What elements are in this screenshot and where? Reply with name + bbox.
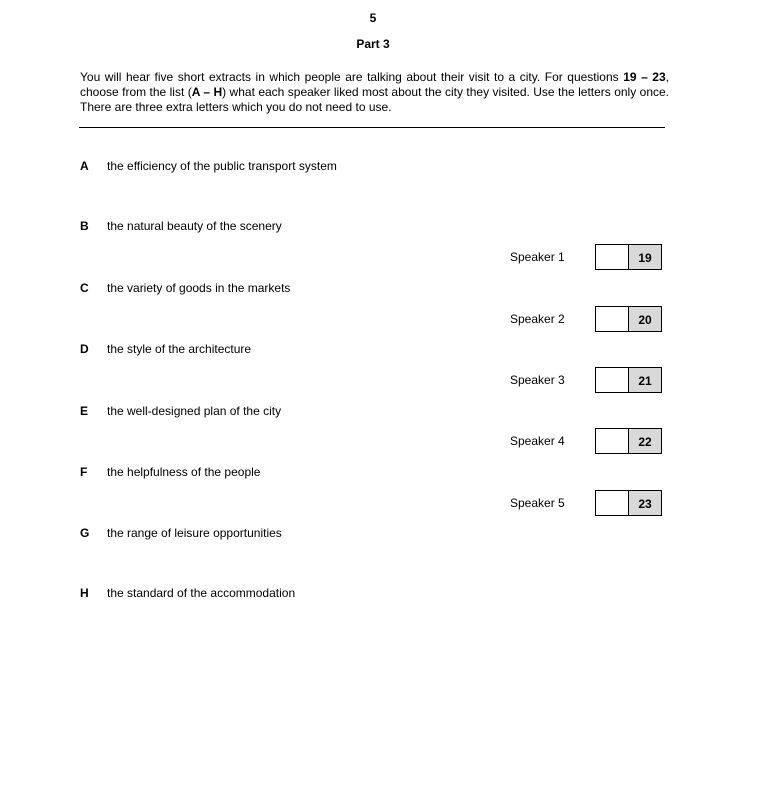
option-a	[80, 158, 337, 174]
speaker-row-2	[510, 306, 663, 332]
option-text: the well-designed plan of the city	[107, 404, 282, 418]
option-text: the standard of the accommodation	[107, 586, 296, 600]
speaker-row-1	[510, 244, 663, 270]
speaker-label: Speaker 2	[510, 312, 565, 326]
question-range: 19 – 23	[623, 70, 666, 84]
option-letter: E	[80, 404, 89, 418]
option-e	[80, 403, 281, 419]
letter-range: A – H	[191, 85, 223, 99]
speaker-row-4	[510, 428, 663, 454]
instructions	[80, 70, 669, 115]
answer-box-20[interactable]	[595, 306, 628, 332]
question-number: 21	[628, 367, 662, 393]
instructions-text: You will hear five short extracts in which people are talking about their visit to a city. For questions	[80, 70, 624, 84]
option-text: the range of leisure opportunities	[107, 526, 282, 540]
speaker-label: Speaker 4	[510, 434, 565, 448]
speaker-row-5	[510, 490, 663, 516]
option-letter: G	[80, 526, 90, 540]
option-text: the efficiency of the public transport system	[107, 159, 337, 173]
instructions-text: , choose from the list (	[80, 70, 669, 99]
option-d	[80, 341, 251, 357]
answer-box-19[interactable]	[595, 244, 628, 270]
speaker-label: Speaker 1	[510, 250, 565, 264]
answer-box-21[interactable]	[595, 367, 628, 393]
question-number: 22	[628, 428, 662, 454]
answer-box-22[interactable]	[595, 428, 628, 454]
option-text: the natural beauty of the scenery	[107, 219, 282, 233]
option-text: the helpfulness of the people	[107, 465, 261, 479]
speaker-row-3	[510, 367, 663, 393]
option-c	[80, 280, 290, 296]
option-text: the style of the architecture	[107, 342, 252, 356]
option-b	[80, 218, 282, 234]
option-f	[80, 464, 260, 480]
speaker-label: Speaker 5	[510, 496, 565, 510]
option-letter: B	[80, 219, 89, 233]
question-number: 20	[628, 306, 662, 332]
question-number: 23	[628, 490, 662, 516]
option-letter: C	[80, 281, 89, 295]
option-letter: H	[80, 586, 89, 600]
option-g	[80, 525, 282, 541]
speaker-label: Speaker 3	[510, 373, 565, 387]
option-text: the variety of goods in the markets	[107, 281, 291, 295]
instructions-text: ) what each speaker liked most about the city they visited. Use the letters only once. There are three extra letters which you do not need to use.	[80, 85, 670, 114]
question-number: 19	[628, 244, 662, 270]
option-letter: D	[80, 342, 89, 356]
page-number: 5	[369, 11, 377, 25]
option-h	[80, 585, 295, 601]
divider	[79, 127, 665, 128]
part-title: Part 3	[356, 37, 390, 51]
option-letter: F	[80, 465, 88, 479]
option-letter: A	[80, 159, 89, 173]
answer-box-23[interactable]	[595, 490, 628, 516]
